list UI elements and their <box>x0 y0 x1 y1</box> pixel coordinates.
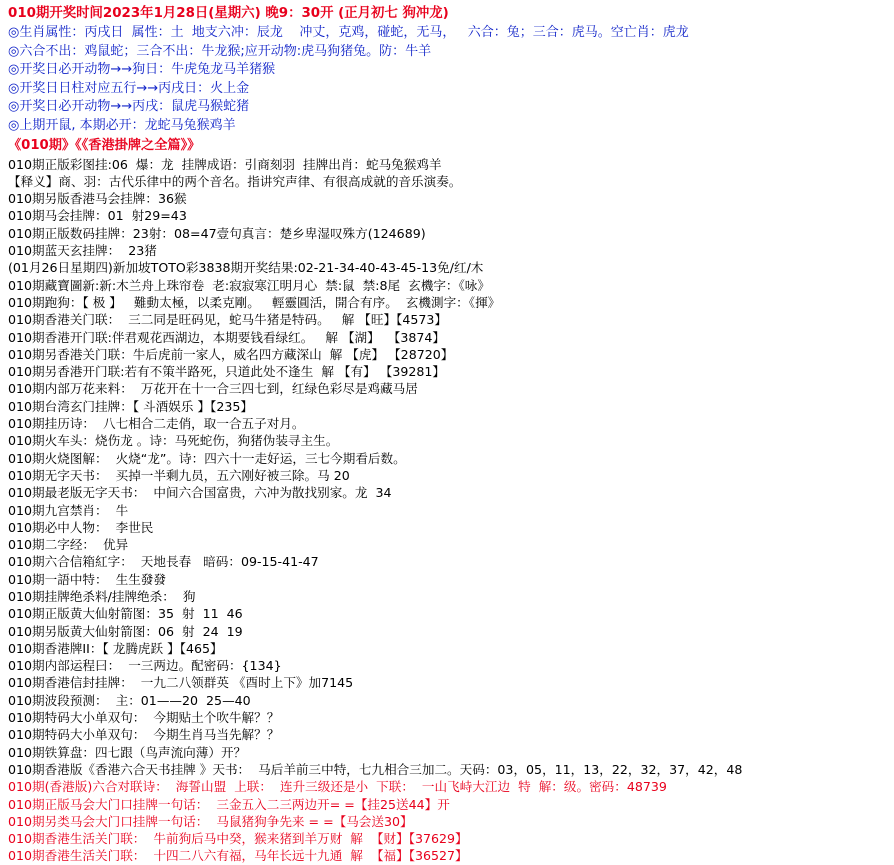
info-line-26: 010期正版黄大仙射箭图：35 射 11 46 <box>8 606 243 622</box>
info-line-37: 010期正版马会大门口挂牌一句话： 三金五入二三两边开= =【挂25送44】开 <box>8 796 450 812</box>
info-line-38: 010期另类马会大门口挂牌一句话： 马鼠猪狗争先来 = =【马会送30】 <box>8 813 413 829</box>
header-row-1: ◎六合不出：鸡鼠蛇；三合不出：牛龙猴;应开动物:虎马狗猪兔。防：牛羊 <box>8 43 432 59</box>
header-row-5: ◎上期开鼠, 本期必开：龙蛇马兔猴鸡羊 <box>8 117 236 133</box>
header-row-2: ◎开奖日必开动物→→狗日：牛虎兔龙马羊猪猴 <box>8 62 276 78</box>
info-line-31: 010期波段预测： 主：01——20 25—40 <box>8 692 251 708</box>
info-line-32: 010期特码大小单双句： 今期贴土个吹牛解？？ <box>8 710 280 726</box>
info-line-11: 010期另香港关门联：牛后虎前一家人，威名四方藏深山 解 【虎】 【28720】 <box>8 346 454 362</box>
info-line-0: 010期正版彩图挂:06 爆：龙 挂牌成语：引商刻羽 挂牌出肖：蛇马兔猴鸡羊 <box>8 156 442 172</box>
info-line-9: 010期香港关门联： 三二同是旺码见，蛇马牛猪是特码。 解 【旺】【4573】 <box>8 312 448 328</box>
header-row-0: ◎生肖属性：丙戌日 属性：土 地支六冲：辰龙 冲丈，克鸡，碰蛇，无马， 六合：兔；三合：虎马。空亡肖：虎龙 <box>8 25 689 40</box>
info-line-29: 010期内部运程曰： 一三两边。配密码：{134} <box>8 658 282 674</box>
page-title: 010期开奖时间2023年1月28日(星期六) 晚9：30开 (正月初七 狗冲龙) <box>8 6 449 21</box>
info-line-13: 010期内部万花来料： 万花开在十一合三四七到，红绿色彩尽是鸡藏马居 <box>8 381 418 397</box>
info-line-27: 010期另版黄大仙射箭图：06 射 24 19 <box>8 623 243 639</box>
info-line-25: 010期挂牌绝杀料/挂牌绝杀： 狗 <box>8 588 196 604</box>
info-line-4: 010期正版数码挂牌：23射：08=47壹句真言：楚乡卑湿叹殊方(124689) <box>8 225 426 241</box>
info-line-36: 010期(香港版)六合对联诗： 海誓山盟 上联： 连升三级还是小 下联： 一山飞峙大江边 特 解：级。密码：48739 <box>8 779 667 795</box>
info-line-3: 010期马会挂牌：01 射29=43 <box>8 208 187 224</box>
info-line-39: 010期香港生活关门联： 牛前狗后马中癸，猴来猪到羊万财 解 【财】【37629】 <box>8 831 468 847</box>
header-row-3: ◎开奖日日柱对应五行→→丙戌日：火上金 <box>8 80 250 96</box>
info-line-17: 010期火烧图解： 火烧“龙”。诗：四六十一走好运，三七今期看后数。 <box>8 450 406 466</box>
info-line-5: 010期蓝天玄挂牌： 23猪 <box>8 243 157 259</box>
info-line-33: 010期特码大小单双句： 今期生肖马当先解？？ <box>8 727 280 743</box>
info-line-18: 010期无字天书： 买掉一半剩九员，五六刚好被三除。马 20 <box>8 467 350 483</box>
info-line-2: 010期另版香港马会挂牌：36猴 <box>8 191 187 207</box>
header-row-4: ◎开奖日必开动物→→丙戌：鼠虎马猴蛇猪 <box>8 99 250 115</box>
info-line-20: 010期九宫禁肖： 牛 <box>8 502 129 518</box>
info-line-8: 010期跑狗：【 极 】 難動太極，以柔克剛。 輕靈圓活，開合有序。 玄機測字：《揮》 <box>8 294 501 310</box>
info-line-21: 010期必中人物： 李世民 <box>8 519 154 535</box>
info-line-7: 010期藏寶圖新:新:木兰舟上珠帘卷 老:寂寂寒江明月心 禁:鼠 禁:8尾 玄機字：《咏》 <box>8 277 490 293</box>
info-line-14: 010期台湾玄门挂牌：【 斗酒娱乐 】【235】 <box>8 398 253 414</box>
info-line-40: 010期香港生活关门联： 十四二八六有福，马年长远十九通 解 【福】【36527】 <box>8 848 468 864</box>
info-line-12: 010期另香港开门联:若有不策半路死，只道此处不逢生 解 【有】 【39281】 <box>8 364 445 380</box>
info-line-15: 010期挂历诗： 八七相合二走俏，取一合五子对月。 <box>8 416 305 432</box>
info-line-35: 010期香港版《香港六合天书挂牌 》天书： 马后羊前三中特，七九相合三加二。天码：03，05，11，13，22，32，37，42，48 <box>8 761 743 777</box>
info-line-1: 【释义】商、羽：古代乐律中的两个音名。指讲究声律、有很高成就的音乐演奏。 <box>8 173 462 189</box>
info-line-10: 010期香港开门联:伴君观花西湖边，本期要钱看绿红。 解 【湖】 【3874】 <box>8 329 445 345</box>
info-line-6: (01月26日星期四)新加坡TOTO彩3838期开奖结果:02-21-34-40-43-45-13免/红/木 <box>8 260 484 276</box>
info-line-30: 010期香港信封挂牌： 一九二八领群英 《酉时上下》加7145 <box>8 675 354 691</box>
info-line-16: 010期火车头：烧伤龙 。诗：马死蛇伤，狗猪伪装寻主生。 <box>8 433 339 449</box>
info-line-34: 010期铁算盘：四七跟（鸟声流向薄）开？ <box>8 744 247 760</box>
info-line-24: 010期一語中特： 生生發發 <box>8 571 166 587</box>
info-line-28: 010期香港牌II：【 龙腾虎跃 】【465】 <box>8 640 223 656</box>
info-line-19: 010期最老版无字天书： 中间六合国富贵，六冲为散找别家。龙 34 <box>8 485 392 501</box>
info-line-22: 010期二字经： 优异 <box>8 537 129 553</box>
info-line-23: 010期六合信箱紅字： 天地長春 暗码：09-15-41-47 <box>8 554 319 570</box>
section-title: 《010期》《《香港掛牌之全篇》》 <box>8 137 201 153</box>
